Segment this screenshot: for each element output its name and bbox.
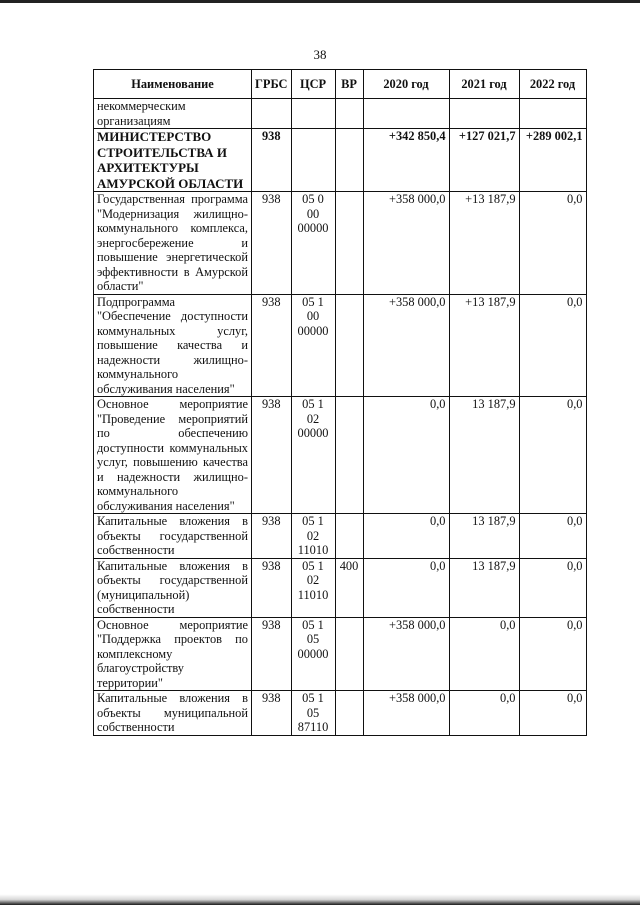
cell-2021: 0,0 — [449, 617, 519, 691]
cell-vr — [335, 129, 363, 192]
cell-2020: +358 000,0 — [363, 192, 449, 295]
cell-grbs: 938 — [252, 514, 292, 559]
cell-csr: 05 1 05 00000 — [291, 617, 335, 691]
table-row — [94, 129, 587, 192]
cell-name: Подпрограмма "Обеспечение доступности коммунальных услуг, повышение качества и надежности жилищно-коммунального обслуживания населения" — [94, 294, 252, 397]
cell-name: Капитальные вложения в объекты муниципальной собственности — [94, 691, 252, 736]
cell-2021: +127 021,7 — [449, 129, 519, 192]
table-row — [94, 514, 587, 559]
cell-2022: 0,0 — [519, 558, 586, 617]
cell-grbs: 938 — [252, 397, 292, 514]
cell-2021: 13 187,9 — [449, 397, 519, 514]
cell-2020: +358 000,0 — [363, 617, 449, 691]
cell-2020: +358 000,0 — [363, 294, 449, 397]
cell-grbs: 938 — [252, 558, 292, 617]
cell-csr: 05 1 02 11010 — [291, 558, 335, 617]
table-row — [94, 99, 587, 129]
cell-vr — [335, 192, 363, 295]
cell-vr — [335, 514, 363, 559]
table-body — [94, 99, 587, 736]
cell-2020: 0,0 — [363, 558, 449, 617]
cell-vr — [335, 99, 363, 129]
cell-2022: 0,0 — [519, 192, 586, 295]
cell-2021: 13 187,9 — [449, 558, 519, 617]
header-2020: 2020 год — [363, 70, 449, 99]
table-header-row — [94, 70, 587, 99]
header-2021: 2021 год — [449, 70, 519, 99]
cell-grbs: 938 — [252, 129, 292, 192]
cell-grbs — [252, 99, 292, 129]
cell-2020: +358 000,0 — [363, 691, 449, 736]
cell-2022: 0,0 — [519, 294, 586, 397]
budget-table — [93, 69, 587, 736]
table-row — [94, 294, 587, 397]
table-row — [94, 691, 587, 736]
cell-2022 — [519, 99, 586, 129]
cell-2022: 0,0 — [519, 691, 586, 736]
cell-name: Капитальные вложения в объекты государственной (муниципальной) собственности — [94, 558, 252, 617]
cell-grbs: 938 — [252, 294, 292, 397]
table-row — [94, 558, 587, 617]
table-row — [94, 617, 587, 691]
cell-name: Капитальные вложения в объекты государственной собственности — [94, 514, 252, 559]
header-vr: ВР — [335, 70, 363, 99]
cell-name: МИНИСТЕРСТВО СТРОИТЕЛЬСТВА И АРХИТЕКТУРЫ АМУРСКОЙ ОБЛАСТИ — [94, 129, 252, 192]
cell-grbs: 938 — [252, 691, 292, 736]
header-csr: ЦСР — [291, 70, 335, 99]
cell-csr: 05 1 02 00000 — [291, 397, 335, 514]
header-name: Наименование — [94, 70, 252, 99]
cell-grbs: 938 — [252, 617, 292, 691]
cell-2022: 0,0 — [519, 397, 586, 514]
cell-vr — [335, 294, 363, 397]
cell-2021: +13 187,9 — [449, 192, 519, 295]
cell-name: Основное мероприятие "Проведение мероприятий по обеспечению доступности коммунальных услуг, повышению качества и надежности жилищно-коммунального обслуживания населения" — [94, 397, 252, 514]
cell-2020: +342 850,4 — [363, 129, 449, 192]
cell-name: некоммерческим организациям — [94, 99, 252, 129]
cell-csr: 05 0 00 00000 — [291, 192, 335, 295]
cell-2022: +289 002,1 — [519, 129, 586, 192]
cell-2022: 0,0 — [519, 617, 586, 691]
cell-csr — [291, 129, 335, 192]
cell-csr: 05 1 00 00000 — [291, 294, 335, 397]
cell-name: Государственная программа "Модернизация жилищно-коммунального комплекса, энергосбережение и повышение энергетической эффективности в Амурской области" — [94, 192, 252, 295]
cell-vr — [335, 691, 363, 736]
cell-2021: +13 187,9 — [449, 294, 519, 397]
cell-2021: 0,0 — [449, 691, 519, 736]
scan-edge-top — [0, 0, 640, 3]
cell-vr — [335, 397, 363, 514]
cell-vr — [335, 617, 363, 691]
cell-csr: 05 1 02 11010 — [291, 514, 335, 559]
header-grbs: ГРБС — [252, 70, 292, 99]
table-row — [94, 397, 587, 514]
cell-2021: 13 187,9 — [449, 514, 519, 559]
cell-name: Основное мероприятие "Поддержка проектов по комплексному благоустройству территории" — [94, 617, 252, 691]
cell-csr — [291, 99, 335, 129]
cell-2020: 0,0 — [363, 514, 449, 559]
cell-2022: 0,0 — [519, 514, 586, 559]
page-number: 38 — [313, 47, 327, 62]
cell-2020: 0,0 — [363, 397, 449, 514]
table-row — [94, 192, 587, 295]
cell-2021 — [449, 99, 519, 129]
header-2022: 2022 год — [519, 70, 586, 99]
cell-grbs: 938 — [252, 192, 292, 295]
cell-vr: 400 — [335, 558, 363, 617]
cell-2020 — [363, 99, 449, 129]
cell-csr: 05 1 05 87110 — [291, 691, 335, 736]
scan-edge-bottom — [0, 878, 640, 905]
